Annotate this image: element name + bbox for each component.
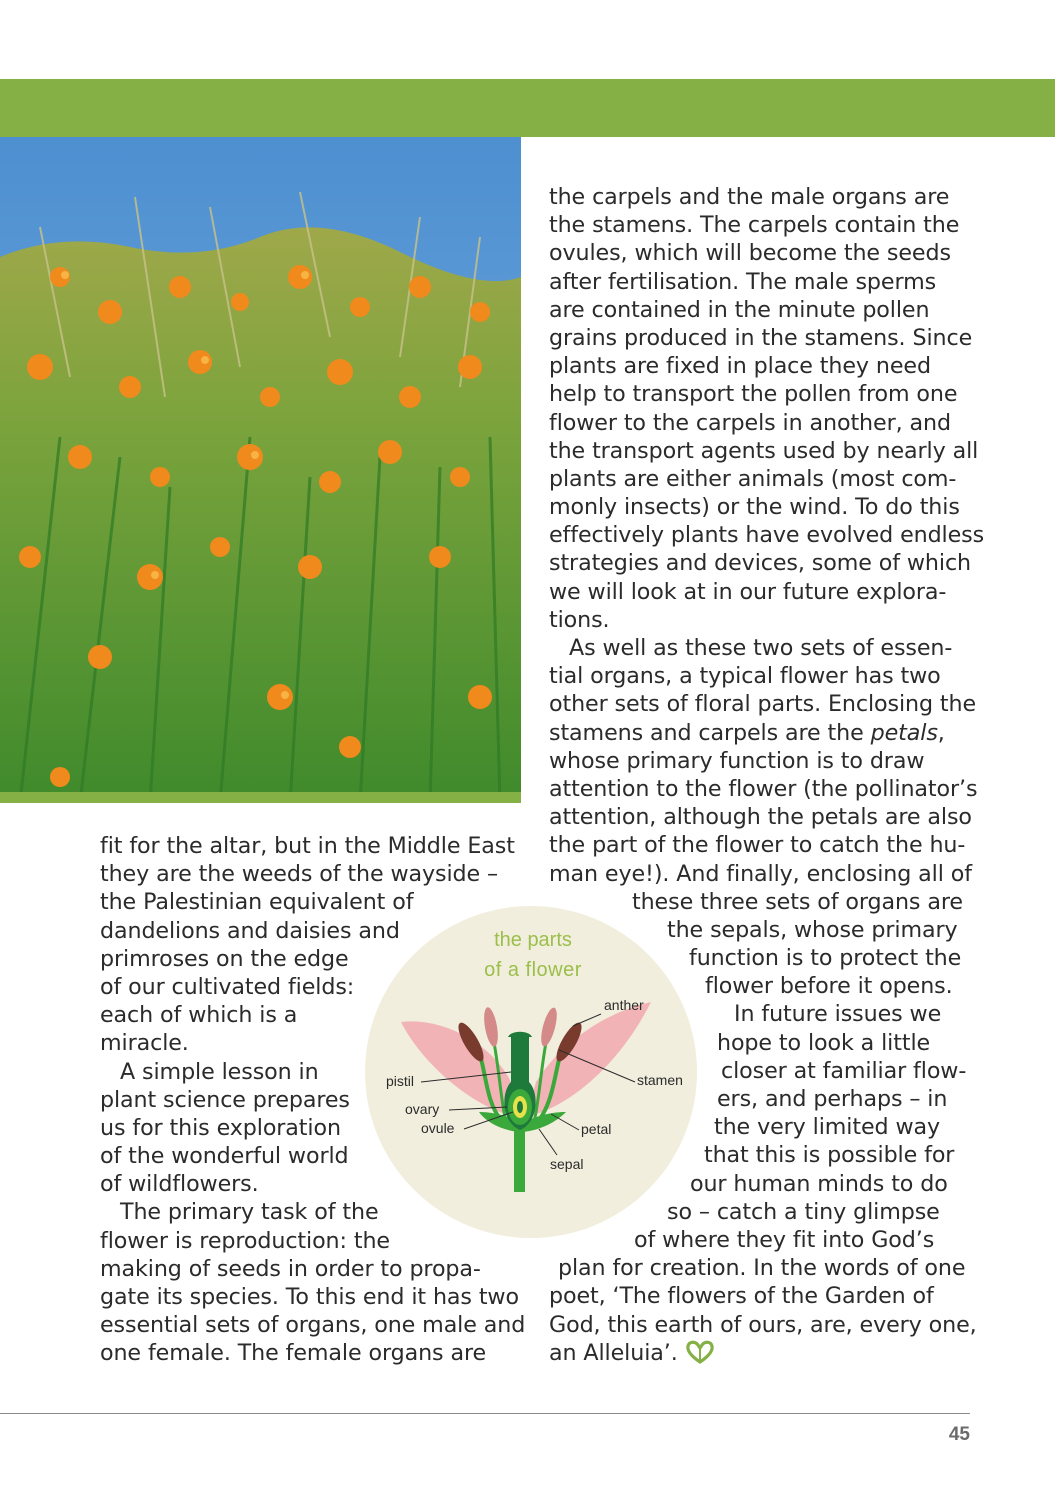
text-line: that this is possible for bbox=[704, 1142, 955, 1169]
text-line: gate its species. To this end it has two bbox=[100, 1284, 519, 1310]
label-ovary: ovary bbox=[405, 1101, 440, 1117]
text-line: the transport agents used by nearly all bbox=[549, 437, 979, 464]
text-line: whose primary function is to draw bbox=[549, 747, 925, 774]
text-line: God, this earth of ours, are, every one, bbox=[549, 1311, 977, 1338]
text-line: the very limited way bbox=[714, 1114, 941, 1141]
text-line: strategies and devices, some of which bbox=[549, 550, 972, 577]
text-line: plan for creation. In the words of one bbox=[558, 1255, 966, 1282]
text-line: ovules, which will become the seeds bbox=[549, 240, 951, 267]
text-line: effectively plants have evolved endless bbox=[549, 522, 985, 549]
text-line: fit for the altar, but in the Middle East bbox=[100, 833, 515, 859]
text-line: plants are fixed in place they need bbox=[549, 353, 931, 380]
text-line: each of which is a bbox=[100, 1002, 298, 1029]
text-line: As well as these two sets of essen- bbox=[569, 635, 953, 661]
text-line: hope to look a little bbox=[717, 1029, 931, 1056]
heart-leaf-icon bbox=[685, 1340, 715, 1364]
label-ovule: ovule bbox=[421, 1120, 455, 1136]
text-line: after fertilisation. The male sperms bbox=[549, 268, 937, 295]
petals-emphasis: petals bbox=[870, 719, 938, 746]
text-line: primroses on the edge bbox=[100, 945, 349, 972]
text-line: attention, although the petals are also bbox=[549, 804, 972, 831]
text-line: flower to the carpels in another, and bbox=[549, 409, 951, 436]
text-line: poet, ‘The flowers of the Garden of bbox=[549, 1283, 934, 1310]
text-line: flower before it opens. bbox=[705, 973, 953, 1000]
text-line: dandelions and daisies and bbox=[100, 917, 400, 944]
flower-diagram-graphic bbox=[361, 902, 701, 1242]
text-line: of our cultivated fields: bbox=[100, 973, 355, 1000]
photo-underline-band bbox=[0, 792, 521, 803]
wildflower-field-image bbox=[0, 137, 521, 803]
text-line: tial organs, a typical flower has two bbox=[549, 663, 941, 690]
label-stamen: stamen bbox=[637, 1072, 683, 1088]
text-line: the Palestinian equivalent of bbox=[100, 889, 414, 916]
label-sepal: sepal bbox=[550, 1156, 584, 1172]
text-line: they are the weeds of the wayside – bbox=[100, 861, 499, 888]
text-line: miracle. bbox=[100, 1030, 189, 1057]
text-line: the part of the flower to catch the hu- bbox=[549, 832, 966, 859]
diagram-title-line2: of a flower bbox=[484, 959, 582, 981]
text-line: us for this exploration bbox=[100, 1114, 341, 1141]
text-line: the stamens. The carpels contain the bbox=[549, 212, 960, 239]
footer-rule bbox=[0, 1413, 970, 1414]
text-line: In future issues we bbox=[734, 1001, 942, 1028]
text-line: A simple lesson in bbox=[120, 1058, 319, 1085]
text-line: we will look at in our future explora- bbox=[549, 578, 947, 605]
text-line: grains produced in the stamens. Since bbox=[549, 324, 973, 351]
text-line: ers, and perhaps – in bbox=[717, 1086, 948, 1112]
text-line: The primary task of the bbox=[120, 1199, 379, 1226]
header-color-band bbox=[0, 79, 1055, 137]
text-line: making of seeds in order to propa- bbox=[100, 1255, 481, 1282]
text-line: the sepals, whose primary bbox=[667, 916, 958, 943]
text-line: of the wonderful world bbox=[100, 1143, 349, 1170]
text-line: essential sets of organs, one male and bbox=[100, 1312, 526, 1339]
text-line: flower is reproduction: the bbox=[100, 1227, 390, 1254]
text-line: function is to protect the bbox=[689, 945, 962, 972]
label-anther: anther bbox=[604, 997, 644, 1013]
text-line: plant science prepares bbox=[100, 1086, 350, 1113]
text-line: monly insects) or the wind. To do this bbox=[549, 494, 960, 521]
text-line: are contained in the minute pollen bbox=[549, 296, 930, 323]
flower-stem bbox=[514, 1127, 525, 1192]
text-run: stamens and carpels are the bbox=[549, 719, 871, 746]
text-line: of wildflowers. bbox=[100, 1171, 259, 1198]
text-line: help to transport the pollen from one bbox=[549, 381, 958, 408]
text-line: attention to the flower (the pollinator’s bbox=[549, 775, 978, 802]
label-pistil: pistil bbox=[386, 1073, 415, 1089]
text-line: plants are either animals (most com- bbox=[549, 465, 957, 492]
text-line bbox=[549, 719, 984, 747]
text-line: these three sets of organs are bbox=[632, 888, 963, 915]
ovule-core bbox=[517, 1101, 523, 1113]
label-petal: petal bbox=[581, 1121, 612, 1137]
text-line: one female. The female organs are bbox=[100, 1340, 487, 1367]
wildflower-field-photo bbox=[0, 137, 521, 803]
text-line: the carpels and the male organs are bbox=[549, 184, 950, 210]
text-line: our human minds to do bbox=[690, 1170, 948, 1197]
text-line: closer at familiar flow- bbox=[721, 1057, 967, 1084]
page-number: 45 bbox=[948, 1424, 970, 1445]
text-line: tions. bbox=[549, 606, 610, 633]
text-line: so – catch a tiny glimpse bbox=[667, 1198, 940, 1225]
text-line bbox=[549, 1339, 984, 1367]
text-run: an Alleluia’. bbox=[549, 1339, 678, 1366]
text-line: man eye!). And finally, enclosing all of bbox=[549, 860, 972, 887]
text-line: other sets of floral parts. Enclosing the bbox=[549, 691, 977, 718]
text-line: of where they fit into God’s bbox=[634, 1226, 935, 1253]
diagram-title-line1: the parts bbox=[494, 929, 572, 951]
flower-parts-diagram bbox=[361, 902, 701, 1242]
text-run: , bbox=[937, 719, 945, 746]
